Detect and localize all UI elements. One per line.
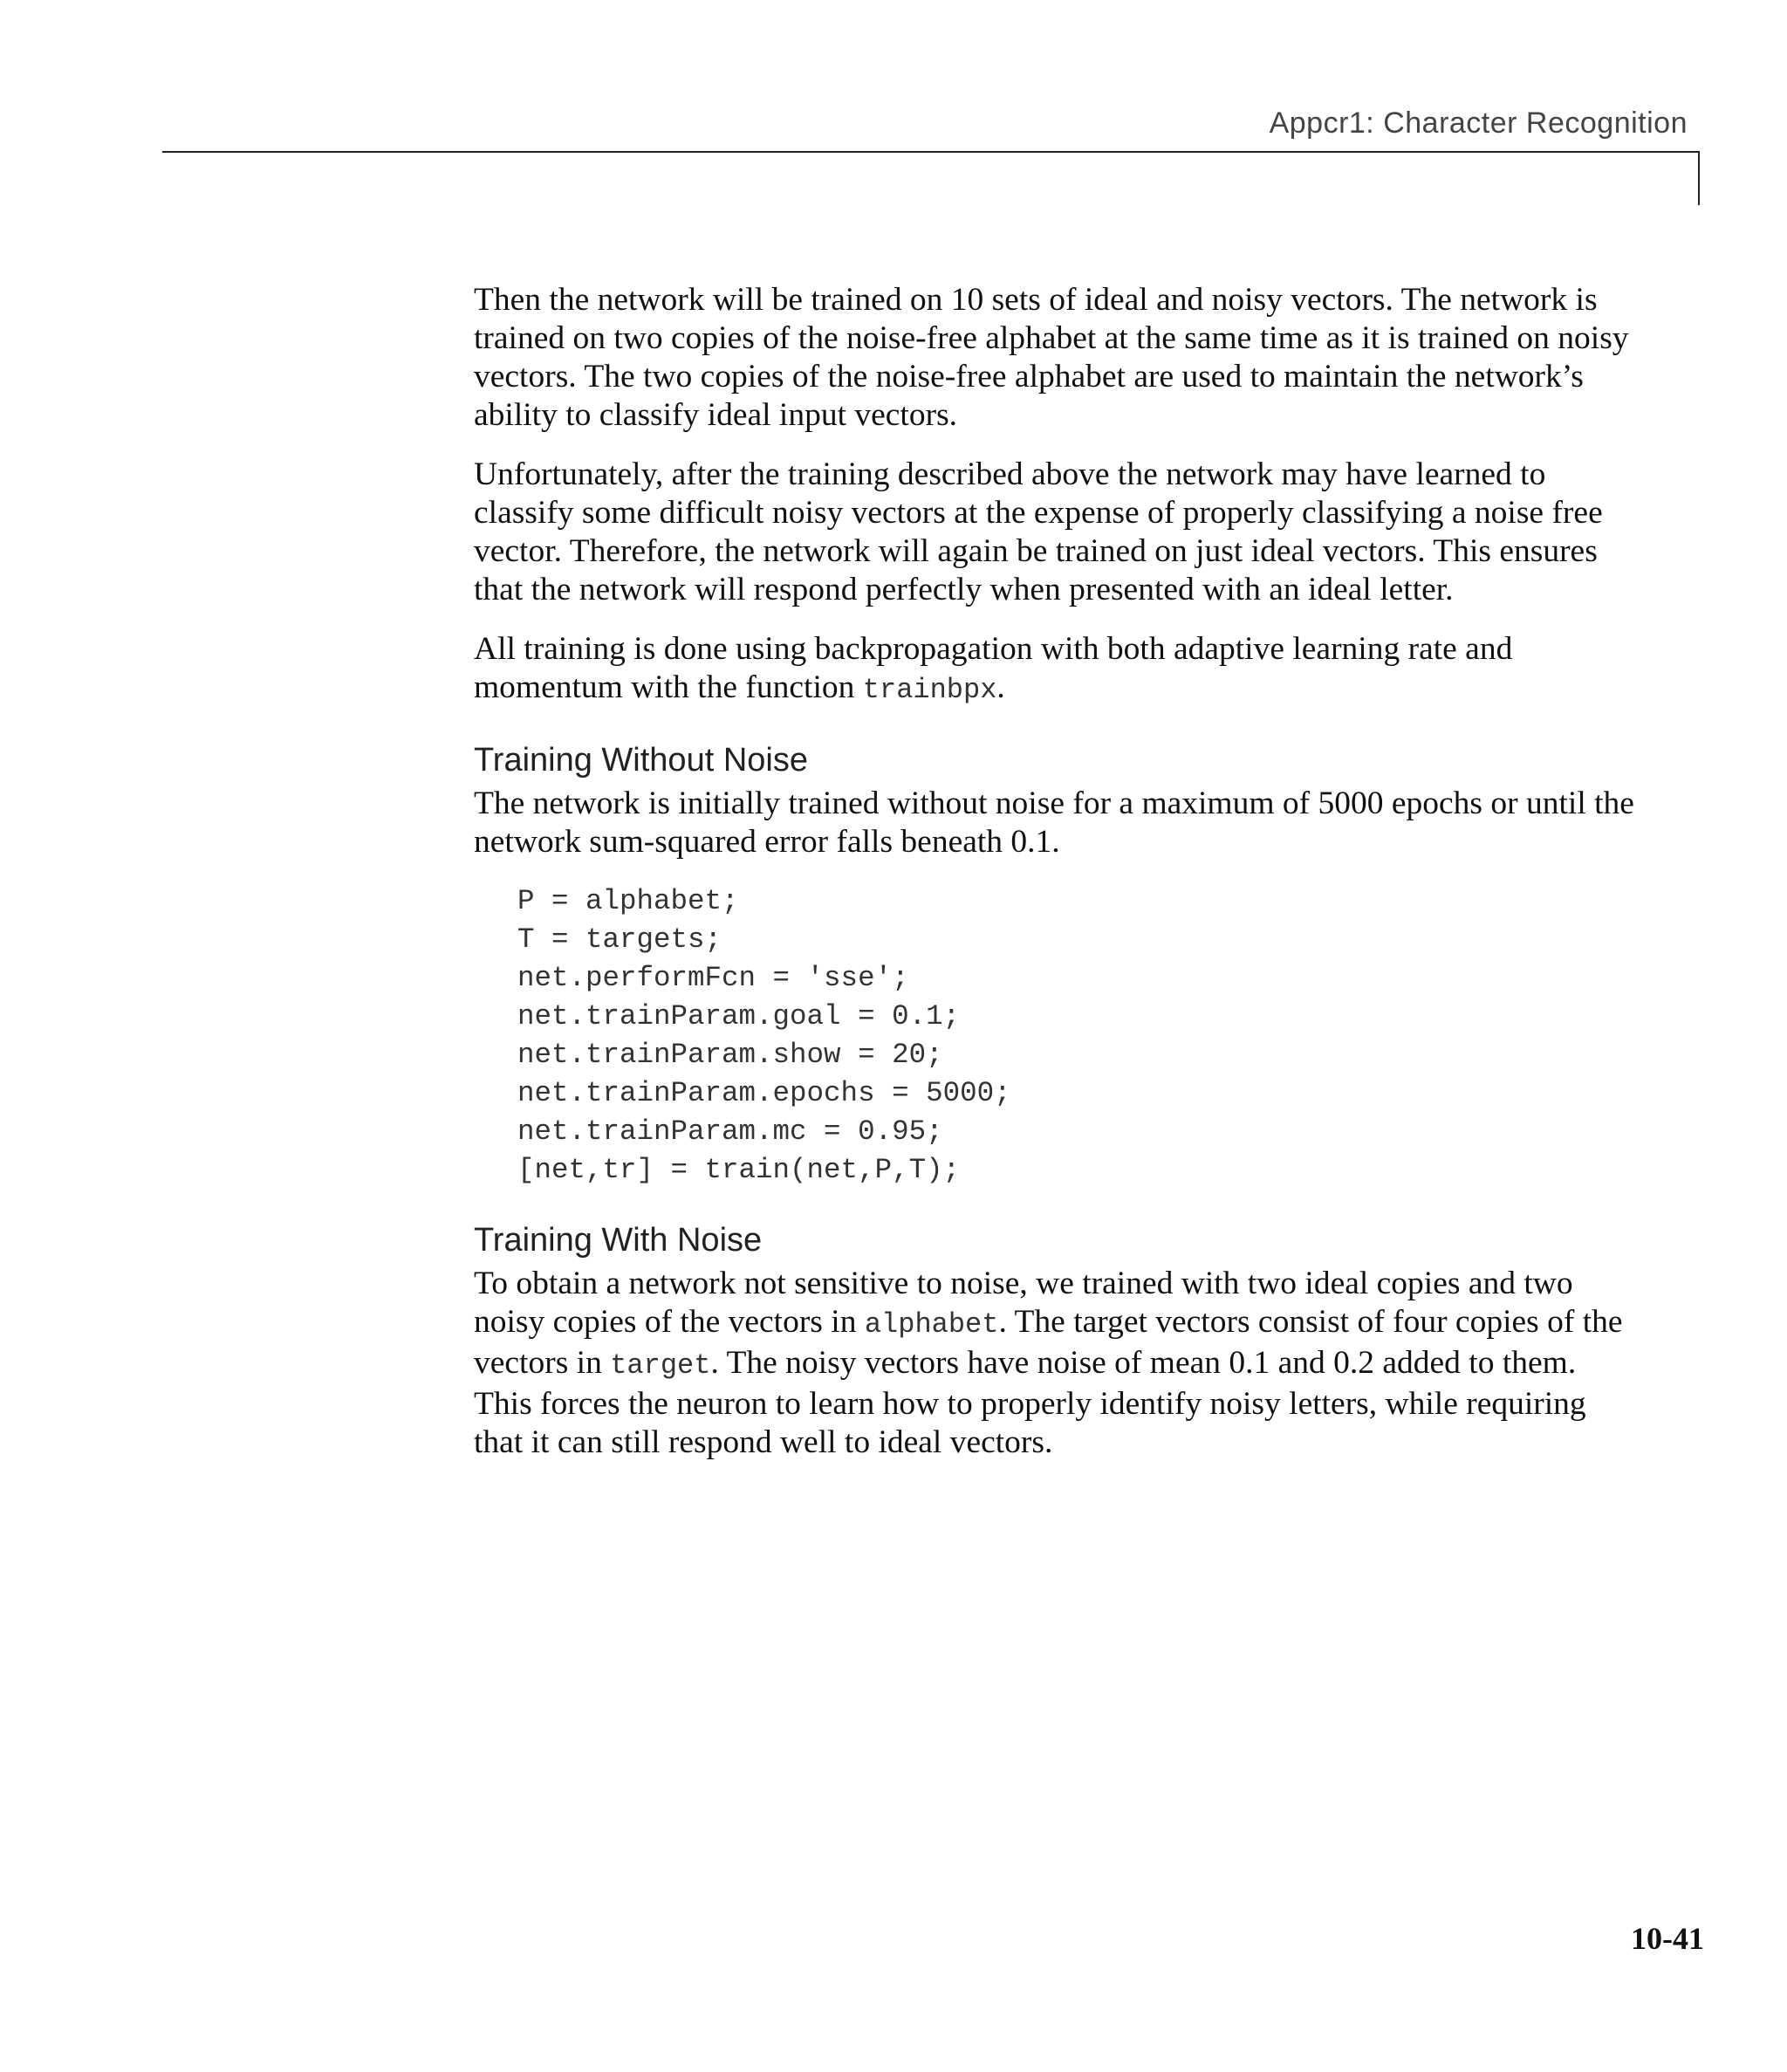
paragraph-backpropagation: [474, 630, 1634, 710]
running-head: Appcr1: Character Recognition: [1269, 106, 1688, 140]
paragraph-text: To obtain a network not sensitive to noise, we trained with two ideal copies and two noisy copies of the vectors in: [474, 1266, 1573, 1340]
code-line: net.trainParam.goal = 0.1;: [517, 1000, 961, 1033]
code-line: [net,tr] = train(net,P,T);: [517, 1154, 961, 1186]
code-line: net.trainParam.show = 20;: [517, 1039, 943, 1071]
code-line: P = alphabet;: [517, 885, 739, 917]
paragraph-training-sets: Then the network will be trained on 10 sets of ideal and noisy vectors. The network is trained on two copies of the noise-free alphabet at the same time as it is trained on noisy vectors. The two copies of the noise-free alphabet are used to maintain the network’s ability to classify ideal input vectors.: [474, 282, 1629, 433]
section-heading-with-noise: Training With Noise: [474, 1222, 763, 1259]
code-line: net.trainParam.epochs = 5000;: [517, 1077, 1011, 1109]
paragraph-text: . The target vectors consist of four copies of the vectors in: [474, 1304, 1623, 1381]
code-line: net.performFcn = 'sse';: [517, 962, 909, 994]
inline-code-target: target: [610, 1349, 711, 1382]
inline-code-trainbpx: trainbpx: [862, 674, 997, 706]
section-heading-without-noise: Training Without Noise: [474, 742, 808, 779]
code-line: net.trainParam.mc = 0.95;: [517, 1115, 943, 1148]
inline-code-alphabet: alphabet: [864, 1308, 999, 1341]
paragraph-with-noise: [474, 1265, 1634, 1462]
code-line: T = targets;: [517, 923, 722, 956]
code-block-training: [517, 882, 1634, 1190]
header-rule: [162, 151, 1700, 153]
paragraph-text: .: [996, 669, 1005, 705]
paragraph-text: All training is done using backpropagation with both adaptive learning rate and momentum with the function: [474, 631, 1513, 705]
paragraph-retraining-ideal: Unfortunately, after the training described above the network may have learned to classify some difficult noisy vectors at the expense of properly classifying a noise free vector. Therefore, the network will again be trained on just ideal vectors. This ensures that the network will respond perfectly when presented with an ideal letter.: [474, 456, 1603, 607]
page-number: 10-41: [1631, 1921, 1704, 1956]
paragraph-without-noise: The network is initially trained without noise for a maximum of 5000 epochs or until the network sum-squared error falls beneath 0.1.: [474, 786, 1634, 860]
header-rule-tick: [1698, 151, 1700, 205]
paragraph-text: . The noisy vectors have noise of mean 0.1 and 0.2 added to them. This forces the neuron to learn how to properly identify noisy letters, while requiring that it can still respond well to ideal vectors.: [474, 1345, 1586, 1460]
page-content: [474, 281, 1634, 1483]
